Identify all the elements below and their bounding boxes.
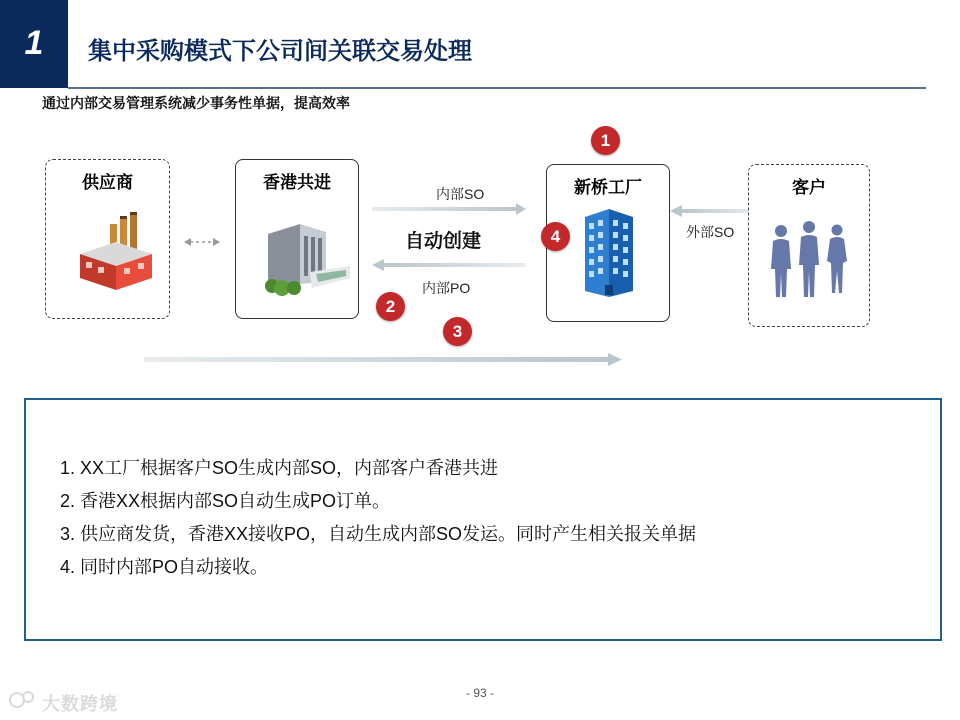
page-number: - 93 -	[465, 686, 494, 700]
note-item-1: 1. XX工厂根据客户SO生成内部SO，内部客户香港共进	[60, 458, 499, 478]
external-so-label: 外部SO	[686, 224, 735, 240]
factory-icon	[76, 210, 156, 300]
note-item-2: 2. 香港XX根据内部SO自动生成PO订单。	[60, 491, 391, 511]
notes-list	[60, 452, 696, 584]
office-building-icon	[250, 214, 350, 304]
external-so-arrow	[670, 205, 760, 217]
step-badge-2: 2	[376, 292, 405, 321]
internal-so-arrow	[372, 203, 526, 215]
step-badge-3: 3	[443, 317, 472, 346]
supplier-hk-link	[184, 238, 220, 246]
building-icon	[581, 207, 641, 299]
hk-label: 香港共进	[263, 173, 331, 192]
internal-po-label: 内部PO	[422, 280, 471, 296]
step-badge-1: 1	[591, 126, 620, 155]
factory-label: 新桥工厂	[574, 178, 642, 197]
watermark-text: 大数跨境	[42, 694, 118, 714]
internal-po-arrow	[372, 259, 526, 271]
customer-node	[748, 164, 870, 327]
customer-label: 客户	[792, 178, 826, 197]
step-badge-4: 4	[541, 222, 570, 251]
page-subtitle: 通过内部交易管理系统减少事务性单据，提高效率	[42, 95, 350, 111]
page-title: 集中采购模式下公司间关联交易处理	[88, 38, 472, 65]
supplier-label: 供应商	[82, 173, 133, 192]
people-icon	[767, 221, 859, 301]
note-item-3: 3. 供应商发货，香港XX接收PO，自动生成内部SO发运。同时产生相关报关单据	[60, 524, 697, 544]
internal-so-label: 内部SO	[436, 186, 485, 202]
watermark-logo-icon	[8, 688, 38, 712]
slide-number: 1	[24, 24, 44, 62]
hk-node	[235, 159, 359, 319]
shipment-arrow	[144, 353, 622, 366]
supplier-node	[45, 159, 170, 319]
auto-create-label: 自动创建	[405, 231, 482, 252]
note-item-4: 4. 同时内部PO自动接收。	[60, 557, 269, 577]
